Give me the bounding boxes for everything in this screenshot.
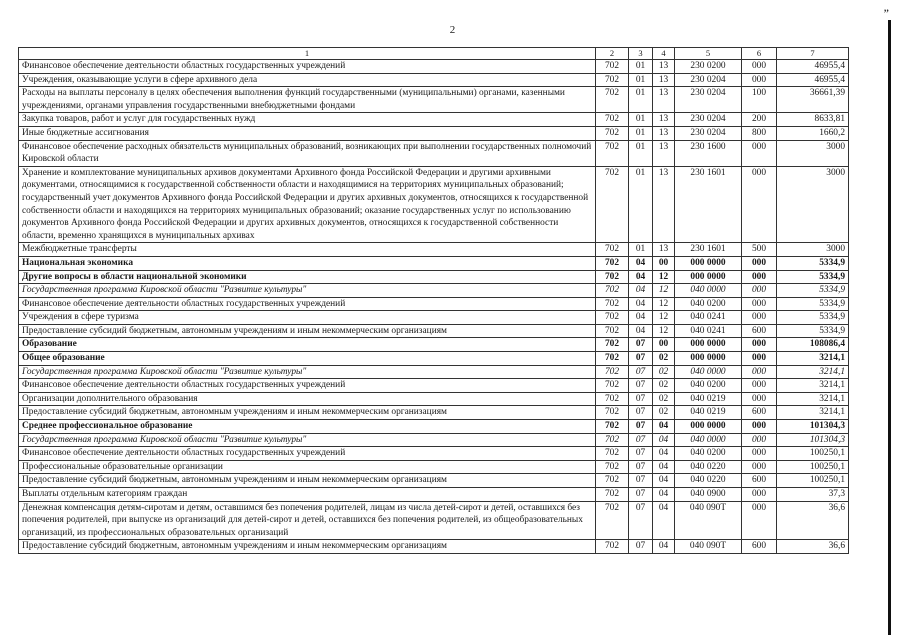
amount-cell: 100250,1: [777, 447, 849, 461]
table-row: [19, 297, 849, 311]
row-name-cell: Закупка товаров, работ и услуг для государственных нужд: [19, 113, 596, 127]
code-admin-cell: 702: [596, 324, 629, 338]
code-section-cell: 07: [629, 474, 653, 488]
amount-cell: 1660,2: [777, 126, 849, 140]
code-admin-cell: 702: [596, 60, 629, 74]
code-expense-type-cell: 000: [742, 352, 777, 366]
table-row: [19, 243, 849, 257]
row-name-cell: Национальная экономика: [19, 256, 596, 270]
code-admin-cell: 702: [596, 166, 629, 243]
code-target-cell: 040 0000: [675, 433, 742, 447]
code-section-cell: 07: [629, 460, 653, 474]
code-target-cell: 040 0200: [675, 297, 742, 311]
code-expense-type-cell: 000: [742, 447, 777, 461]
table-row: [19, 488, 849, 502]
code-target-cell: 230 1601: [675, 166, 742, 243]
row-name-cell: Хранение и комплектование муниципальных архивов документами Архивного фонда Российской Федерации и другими архивными документами, относящимися к государственной собственности области и находящимися на территориях муниципальных образований; государственный учет документов Архивного фонда Российской Федерации и других архивных документов, относящихся к государственной собственности области и находящихся на территориях муниципальных образований; оказание государственных услуг по использованию документов Архивного фонда Российской Федерации и других архивных документов, относящихся к государственной собственности области, временно хранящихся в муниципальных архивах: [19, 166, 596, 243]
code-admin-cell: 702: [596, 73, 629, 87]
table-row: [19, 311, 849, 325]
code-target-cell: 230 0200: [675, 60, 742, 74]
code-section-cell: 07: [629, 406, 653, 420]
code-subsection-cell: 00: [653, 256, 675, 270]
binding-edge-line: [888, 20, 891, 635]
code-section-cell: 04: [629, 256, 653, 270]
code-admin-cell: 702: [596, 297, 629, 311]
code-admin-cell: 702: [596, 87, 629, 113]
code-target-cell: 040 0219: [675, 392, 742, 406]
code-admin-cell: 702: [596, 126, 629, 140]
amount-cell: 5334,9: [777, 297, 849, 311]
header-cell-6: 6: [742, 48, 777, 60]
code-expense-type-cell: 000: [742, 501, 777, 540]
code-target-cell: 040 0241: [675, 324, 742, 338]
amount-cell: 5334,9: [777, 256, 849, 270]
code-section-cell: 01: [629, 60, 653, 74]
code-target-cell: 040 0000: [675, 365, 742, 379]
amount-cell: 5334,9: [777, 324, 849, 338]
code-target-cell: 000 0000: [675, 420, 742, 434]
amount-cell: 46955,4: [777, 73, 849, 87]
code-expense-type-cell: 000: [742, 166, 777, 243]
code-target-cell: 040 0241: [675, 311, 742, 325]
code-expense-type-cell: 000: [742, 140, 777, 166]
amount-cell: 3000: [777, 166, 849, 243]
code-subsection-cell: 12: [653, 324, 675, 338]
code-subsection-cell: 13: [653, 113, 675, 127]
row-name-cell: Среднее профессиональное образование: [19, 420, 596, 434]
code-section-cell: 07: [629, 338, 653, 352]
code-expense-type-cell: 600: [742, 540, 777, 554]
code-target-cell: 040 0200: [675, 447, 742, 461]
row-name-cell: Межбюджетные трансферты: [19, 243, 596, 257]
amount-cell: 100250,1: [777, 474, 849, 488]
amount-cell: 5334,9: [777, 311, 849, 325]
code-admin-cell: 702: [596, 140, 629, 166]
corner-mark-icon: ”: [883, 6, 889, 20]
code-subsection-cell: 13: [653, 140, 675, 166]
code-subsection-cell: 02: [653, 352, 675, 366]
code-section-cell: 04: [629, 284, 653, 298]
table-row: [19, 365, 849, 379]
header-cell-4: 4: [653, 48, 675, 60]
amount-cell: 3000: [777, 140, 849, 166]
code-section-cell: 01: [629, 113, 653, 127]
table-body: [19, 48, 849, 554]
code-subsection-cell: 13: [653, 73, 675, 87]
code-subsection-cell: 13: [653, 126, 675, 140]
code-expense-type-cell: 200: [742, 113, 777, 127]
code-subsection-cell: 04: [653, 460, 675, 474]
table-row: [19, 87, 849, 113]
header-cell-7: 7: [777, 48, 849, 60]
table-row: [19, 406, 849, 420]
code-expense-type-cell: 000: [742, 460, 777, 474]
amount-cell: 3214,1: [777, 406, 849, 420]
table-row: [19, 166, 849, 243]
table-row: [19, 338, 849, 352]
code-target-cell: 230 1600: [675, 140, 742, 166]
code-admin-cell: 702: [596, 488, 629, 502]
code-expense-type-cell: 000: [742, 420, 777, 434]
table-header-row: [19, 48, 849, 60]
budget-table: [18, 47, 849, 554]
code-section-cell: 01: [629, 73, 653, 87]
code-subsection-cell: 04: [653, 447, 675, 461]
table-row: [19, 447, 849, 461]
code-target-cell: 230 0204: [675, 87, 742, 113]
code-admin-cell: 702: [596, 379, 629, 393]
table-row: [19, 140, 849, 166]
code-subsection-cell: 02: [653, 392, 675, 406]
table-row: [19, 113, 849, 127]
code-subsection-cell: 04: [653, 474, 675, 488]
code-admin-cell: 702: [596, 540, 629, 554]
code-expense-type-cell: 000: [742, 392, 777, 406]
code-section-cell: 01: [629, 140, 653, 166]
code-admin-cell: 702: [596, 311, 629, 325]
table-row: [19, 352, 849, 366]
code-target-cell: 040 0900: [675, 488, 742, 502]
amount-cell: 37,3: [777, 488, 849, 502]
amount-cell: 8633,81: [777, 113, 849, 127]
code-target-cell: 040 0220: [675, 460, 742, 474]
amount-cell: 101304,3: [777, 433, 849, 447]
code-admin-cell: 702: [596, 447, 629, 461]
row-name-cell: Финансовое обеспечение деятельности областных государственных учреждений: [19, 297, 596, 311]
code-section-cell: 07: [629, 488, 653, 502]
code-section-cell: 07: [629, 420, 653, 434]
code-expense-type-cell: 600: [742, 474, 777, 488]
page-edge-mark: [885, 0, 891, 640]
table-row: [19, 501, 849, 540]
code-admin-cell: 702: [596, 365, 629, 379]
code-subsection-cell: 02: [653, 379, 675, 393]
code-expense-type-cell: 000: [742, 365, 777, 379]
code-admin-cell: 702: [596, 474, 629, 488]
code-section-cell: 07: [629, 540, 653, 554]
table-row: [19, 60, 849, 74]
code-section-cell: 07: [629, 379, 653, 393]
row-name-cell: Финансовое обеспечение деятельности областных государственных учреждений: [19, 60, 596, 74]
row-name-cell: Предоставление субсидий бюджетным, автономным учреждениям и иным некоммерческим организациям: [19, 324, 596, 338]
code-target-cell: 000 0000: [675, 256, 742, 270]
code-admin-cell: 702: [596, 256, 629, 270]
code-subsection-cell: 02: [653, 365, 675, 379]
code-expense-type-cell: 000: [742, 433, 777, 447]
code-subsection-cell: 13: [653, 60, 675, 74]
header-cell-3: 3: [629, 48, 653, 60]
code-expense-type-cell: 600: [742, 406, 777, 420]
code-expense-type-cell: 000: [742, 73, 777, 87]
row-name-cell: Государственная программа Кировской области "Развитие культуры": [19, 433, 596, 447]
table-row: [19, 420, 849, 434]
amount-cell: 36,6: [777, 540, 849, 554]
code-expense-type-cell: 800: [742, 126, 777, 140]
amount-cell: 5334,9: [777, 284, 849, 298]
table-row: [19, 379, 849, 393]
table-row: [19, 270, 849, 284]
code-section-cell: 07: [629, 501, 653, 540]
row-name-cell: Иные бюджетные ассигнования: [19, 126, 596, 140]
code-target-cell: 000 0000: [675, 338, 742, 352]
table-row: [19, 474, 849, 488]
code-subsection-cell: 04: [653, 488, 675, 502]
code-subsection-cell: 04: [653, 420, 675, 434]
code-admin-cell: 702: [596, 501, 629, 540]
amount-cell: 3214,1: [777, 392, 849, 406]
amount-cell: 36,6: [777, 501, 849, 540]
amount-cell: 3214,1: [777, 379, 849, 393]
code-subsection-cell: 04: [653, 433, 675, 447]
row-name-cell: Финансовое обеспечение деятельности областных государственных учреждений: [19, 379, 596, 393]
table-row: [19, 392, 849, 406]
code-admin-cell: 702: [596, 406, 629, 420]
code-target-cell: 040 0220: [675, 474, 742, 488]
row-name-cell: Предоставление субсидий бюджетным, автономным учреждениям и иным некоммерческим организациям: [19, 406, 596, 420]
row-name-cell: Предоставление субсидий бюджетным, автономным учреждениям и иным некоммерческим организациям: [19, 474, 596, 488]
row-name-cell: Другие вопросы в области национальной экономики: [19, 270, 596, 284]
code-admin-cell: 702: [596, 460, 629, 474]
code-admin-cell: 702: [596, 243, 629, 257]
amount-cell: 46955,4: [777, 60, 849, 74]
code-subsection-cell: 12: [653, 311, 675, 325]
code-expense-type-cell: 600: [742, 324, 777, 338]
code-section-cell: 01: [629, 243, 653, 257]
code-expense-type-cell: 000: [742, 256, 777, 270]
code-subsection-cell: 12: [653, 284, 675, 298]
code-target-cell: 230 0204: [675, 73, 742, 87]
header-cell-1: 1: [19, 48, 596, 60]
amount-cell: 3214,1: [777, 352, 849, 366]
code-admin-cell: 702: [596, 352, 629, 366]
header-cell-2: 2: [596, 48, 629, 60]
code-admin-cell: 702: [596, 338, 629, 352]
code-target-cell: 040 0200: [675, 379, 742, 393]
code-subsection-cell: 04: [653, 540, 675, 554]
code-expense-type-cell: 000: [742, 270, 777, 284]
row-name-cell: Предоставление субсидий бюджетным, автономным учреждениям и иным некоммерческим организациям: [19, 540, 596, 554]
code-target-cell: 000 0000: [675, 352, 742, 366]
code-expense-type-cell: 000: [742, 311, 777, 325]
code-admin-cell: 702: [596, 433, 629, 447]
code-subsection-cell: 00: [653, 338, 675, 352]
code-target-cell: 230 0204: [675, 126, 742, 140]
row-name-cell: Организации дополнительного образования: [19, 392, 596, 406]
table-row: [19, 540, 849, 554]
code-target-cell: 230 1601: [675, 243, 742, 257]
table-row: [19, 126, 849, 140]
code-admin-cell: 702: [596, 270, 629, 284]
row-name-cell: Учреждения в сфере туризма: [19, 311, 596, 325]
code-expense-type-cell: 000: [742, 297, 777, 311]
amount-cell: 3000: [777, 243, 849, 257]
row-name-cell: Государственная программа Кировской области "Развитие культуры": [19, 365, 596, 379]
code-section-cell: 07: [629, 392, 653, 406]
row-name-cell: Выплаты отдельным категориям граждан: [19, 488, 596, 502]
table-row: [19, 284, 849, 298]
table-row: [19, 324, 849, 338]
code-admin-cell: 702: [596, 392, 629, 406]
code-subsection-cell: 12: [653, 270, 675, 284]
table-row: [19, 433, 849, 447]
header-cell-5: 5: [675, 48, 742, 60]
code-target-cell: 040 0000: [675, 284, 742, 298]
code-expense-type-cell: 000: [742, 338, 777, 352]
amount-cell: 5334,9: [777, 270, 849, 284]
code-section-cell: 04: [629, 324, 653, 338]
code-target-cell: 040 090Т: [675, 540, 742, 554]
row-name-cell: Образование: [19, 338, 596, 352]
code-section-cell: 01: [629, 166, 653, 243]
code-expense-type-cell: 000: [742, 379, 777, 393]
code-section-cell: 07: [629, 433, 653, 447]
code-admin-cell: 702: [596, 284, 629, 298]
code-target-cell: 040 090Т: [675, 501, 742, 540]
code-expense-type-cell: 000: [742, 488, 777, 502]
table-row: [19, 460, 849, 474]
code-section-cell: 01: [629, 87, 653, 113]
row-name-cell: Государственная программа Кировской области "Развитие культуры": [19, 284, 596, 298]
code-target-cell: 040 0219: [675, 406, 742, 420]
code-expense-type-cell: 000: [742, 60, 777, 74]
code-expense-type-cell: 100: [742, 87, 777, 113]
code-subsection-cell: 04: [653, 501, 675, 540]
code-section-cell: 07: [629, 447, 653, 461]
amount-cell: 101304,3: [777, 420, 849, 434]
table-row: [19, 73, 849, 87]
amount-cell: 100250,1: [777, 460, 849, 474]
row-name-cell: Профессиональные образовательные организации: [19, 460, 596, 474]
code-admin-cell: 702: [596, 420, 629, 434]
code-section-cell: 04: [629, 297, 653, 311]
row-name-cell: Финансовое обеспечение деятельности областных государственных учреждений: [19, 447, 596, 461]
code-section-cell: 07: [629, 365, 653, 379]
code-section-cell: 04: [629, 311, 653, 325]
row-name-cell: Денежная компенсация детям-сиротам и детям, оставшимся без попечения родителей, лицам из числа детей-сирот и детей, оставшихся без попечения родителей, при выпуске из организаций для детей-сирот и детей, оставшихся без попечения родителей, из общеобразовательных организаций, из профессиональных образовательных организаций: [19, 501, 596, 540]
code-subsection-cell: 13: [653, 87, 675, 113]
code-expense-type-cell: 500: [742, 243, 777, 257]
row-name-cell: Финансовое обеспечение расходных обязательств муниципальных образований, возникающих при выполнении государственных полномочий Кировской области: [19, 140, 596, 166]
code-section-cell: 04: [629, 270, 653, 284]
code-section-cell: 01: [629, 126, 653, 140]
code-subsection-cell: 02: [653, 406, 675, 420]
code-subsection-cell: 12: [653, 297, 675, 311]
amount-cell: 36661,39: [777, 87, 849, 113]
row-name-cell: Общее образование: [19, 352, 596, 366]
code-admin-cell: 702: [596, 113, 629, 127]
amount-cell: 3214,1: [777, 365, 849, 379]
table-row: [19, 256, 849, 270]
page-number: 2: [449, 24, 456, 36]
row-name-cell: Расходы на выплаты персоналу в целях обеспечения выполнения функций государственными (муниципальными) органами, казенными учреждениями, органами управления государственными внебюджетными фондами: [19, 87, 596, 113]
code-section-cell: 07: [629, 352, 653, 366]
code-subsection-cell: 13: [653, 243, 675, 257]
row-name-cell: Учреждения, оказывающие услуги в сфере архивного дела: [19, 73, 596, 87]
code-target-cell: 000 0000: [675, 270, 742, 284]
code-subsection-cell: 13: [653, 166, 675, 243]
code-target-cell: 230 0204: [675, 113, 742, 127]
code-expense-type-cell: 000: [742, 284, 777, 298]
amount-cell: 108086,4: [777, 338, 849, 352]
